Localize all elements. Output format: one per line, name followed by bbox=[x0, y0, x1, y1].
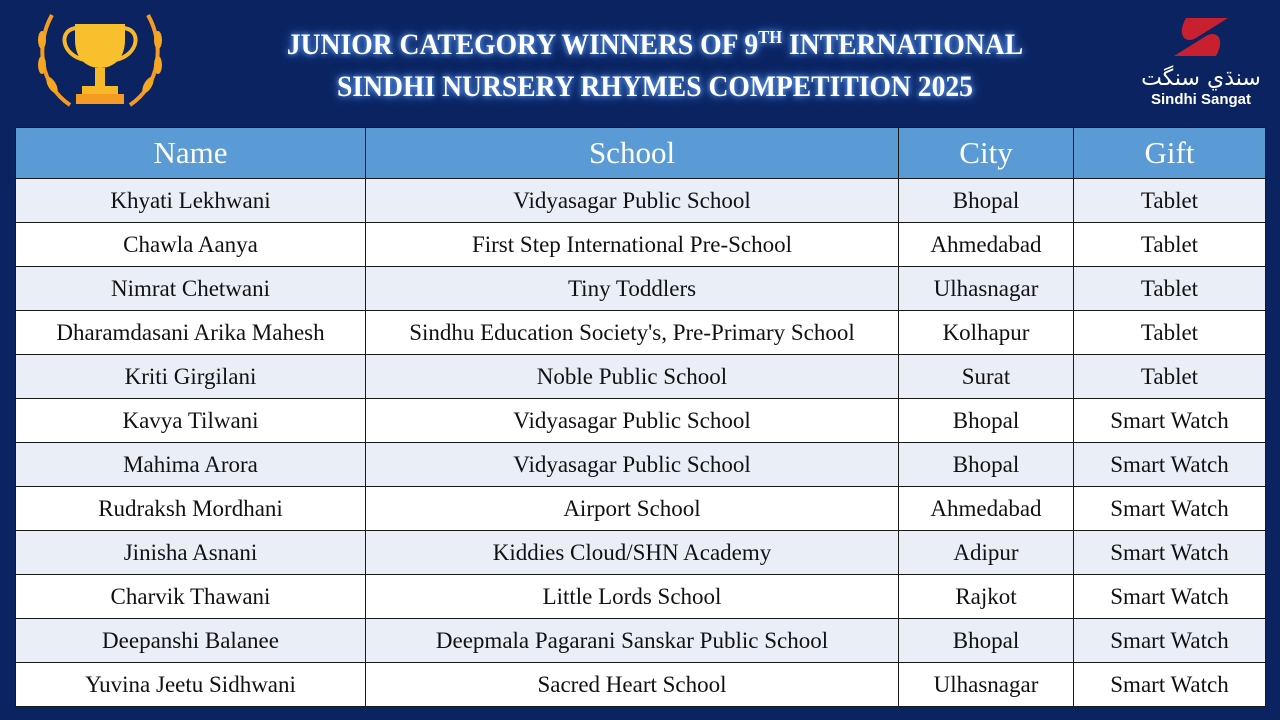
table-row bbox=[16, 311, 1266, 355]
table-row bbox=[16, 443, 1266, 487]
table-row bbox=[16, 531, 1266, 575]
title-line-2: SINDHI NURSERY RHYMES COMPETITION 2025 bbox=[337, 70, 973, 103]
cell-name: Mahima Arora bbox=[16, 443, 366, 487]
table-row bbox=[16, 399, 1266, 443]
page-title bbox=[180, 24, 1130, 114]
cell-name: Kavya Tilwani bbox=[16, 399, 366, 443]
header-school: School bbox=[366, 128, 899, 179]
cell-school: Kiddies Cloud/SHN Academy bbox=[366, 531, 899, 575]
cell-city: Bhopal bbox=[899, 443, 1074, 487]
cell-gift: Smart Watch bbox=[1074, 575, 1266, 619]
cell-gift: Smart Watch bbox=[1074, 443, 1266, 487]
cell-city: Adipur bbox=[899, 531, 1074, 575]
cell-gift: Tablet bbox=[1074, 267, 1266, 311]
trophy-icon bbox=[30, 10, 170, 115]
cell-city: Rajkot bbox=[899, 575, 1074, 619]
table-row bbox=[16, 663, 1266, 707]
winners-table bbox=[15, 127, 1266, 707]
cell-gift: Smart Watch bbox=[1074, 663, 1266, 707]
header-gift: Gift bbox=[1074, 128, 1266, 179]
cell-city: Bhopal bbox=[899, 179, 1074, 223]
table-row bbox=[16, 267, 1266, 311]
cell-city: Bhopal bbox=[899, 399, 1074, 443]
cell-name: Khyati Lekhwani bbox=[16, 179, 366, 223]
table-header-row bbox=[16, 128, 1266, 179]
logo-mark-icon bbox=[1166, 14, 1236, 60]
cell-school: First Step International Pre-School bbox=[366, 223, 899, 267]
cell-gift: Smart Watch bbox=[1074, 487, 1266, 531]
header-city: City bbox=[899, 128, 1074, 179]
cell-school: Vidyasagar Public School bbox=[366, 179, 899, 223]
cell-gift: Tablet bbox=[1074, 179, 1266, 223]
table-row bbox=[16, 575, 1266, 619]
cell-school: Vidyasagar Public School bbox=[366, 399, 899, 443]
cell-school: Sacred Heart School bbox=[366, 663, 899, 707]
logo-arabic-text: سنڌي سنگت bbox=[1141, 66, 1261, 91]
cell-gift: Tablet bbox=[1074, 355, 1266, 399]
cell-school: Airport School bbox=[366, 487, 899, 531]
logo-english-text: Sindhi Sangat bbox=[1150, 91, 1251, 108]
table-row bbox=[16, 487, 1266, 531]
cell-name: Yuvina Jeetu Sidhwani bbox=[16, 663, 366, 707]
table-row bbox=[16, 223, 1266, 267]
title-line-1: JUNIOR CATEGORY WINNERS OF 9TH INTERNATIONAL bbox=[286, 27, 1024, 61]
table-row bbox=[16, 619, 1266, 663]
cell-gift: Smart Watch bbox=[1074, 531, 1266, 575]
cell-city: Bhopal bbox=[899, 619, 1074, 663]
cell-name: Deepanshi Balanee bbox=[16, 619, 366, 663]
cell-gift: Smart Watch bbox=[1074, 619, 1266, 663]
cell-name: Charvik Thawani bbox=[16, 575, 366, 619]
cell-city: Ahmedabad bbox=[899, 487, 1074, 531]
table-row bbox=[16, 355, 1266, 399]
cell-name: Kriti Girgilani bbox=[16, 355, 366, 399]
header-name: Name bbox=[16, 128, 366, 179]
cell-city: Surat bbox=[899, 355, 1074, 399]
cell-gift: Tablet bbox=[1074, 223, 1266, 267]
cell-gift: Tablet bbox=[1074, 311, 1266, 355]
cell-name: Jinisha Asnani bbox=[16, 531, 366, 575]
cell-school: Tiny Toddlers bbox=[366, 267, 899, 311]
cell-city: Ulhasnagar bbox=[899, 663, 1074, 707]
cell-name: Chawla Aanya bbox=[16, 223, 366, 267]
cell-name: Nimrat Chetwani bbox=[16, 267, 366, 311]
cell-gift: Smart Watch bbox=[1074, 399, 1266, 443]
cell-school: Noble Public School bbox=[366, 355, 899, 399]
cell-school: Sindhu Education Society's, Pre-Primary School bbox=[366, 311, 899, 355]
cell-city: Ahmedabad bbox=[899, 223, 1074, 267]
cell-city: Kolhapur bbox=[899, 311, 1074, 355]
cell-city: Ulhasnagar bbox=[899, 267, 1074, 311]
cell-name: Rudraksh Mordhani bbox=[16, 487, 366, 531]
cell-school: Vidyasagar Public School bbox=[366, 443, 899, 487]
sindhi-sangat-logo bbox=[1138, 14, 1264, 114]
table-row bbox=[16, 179, 1266, 223]
cell-name: Dharamdasani Arika Mahesh bbox=[16, 311, 366, 355]
cell-school: Deepmala Pagarani Sanskar Public School bbox=[366, 619, 899, 663]
cell-school: Little Lords School bbox=[366, 575, 899, 619]
